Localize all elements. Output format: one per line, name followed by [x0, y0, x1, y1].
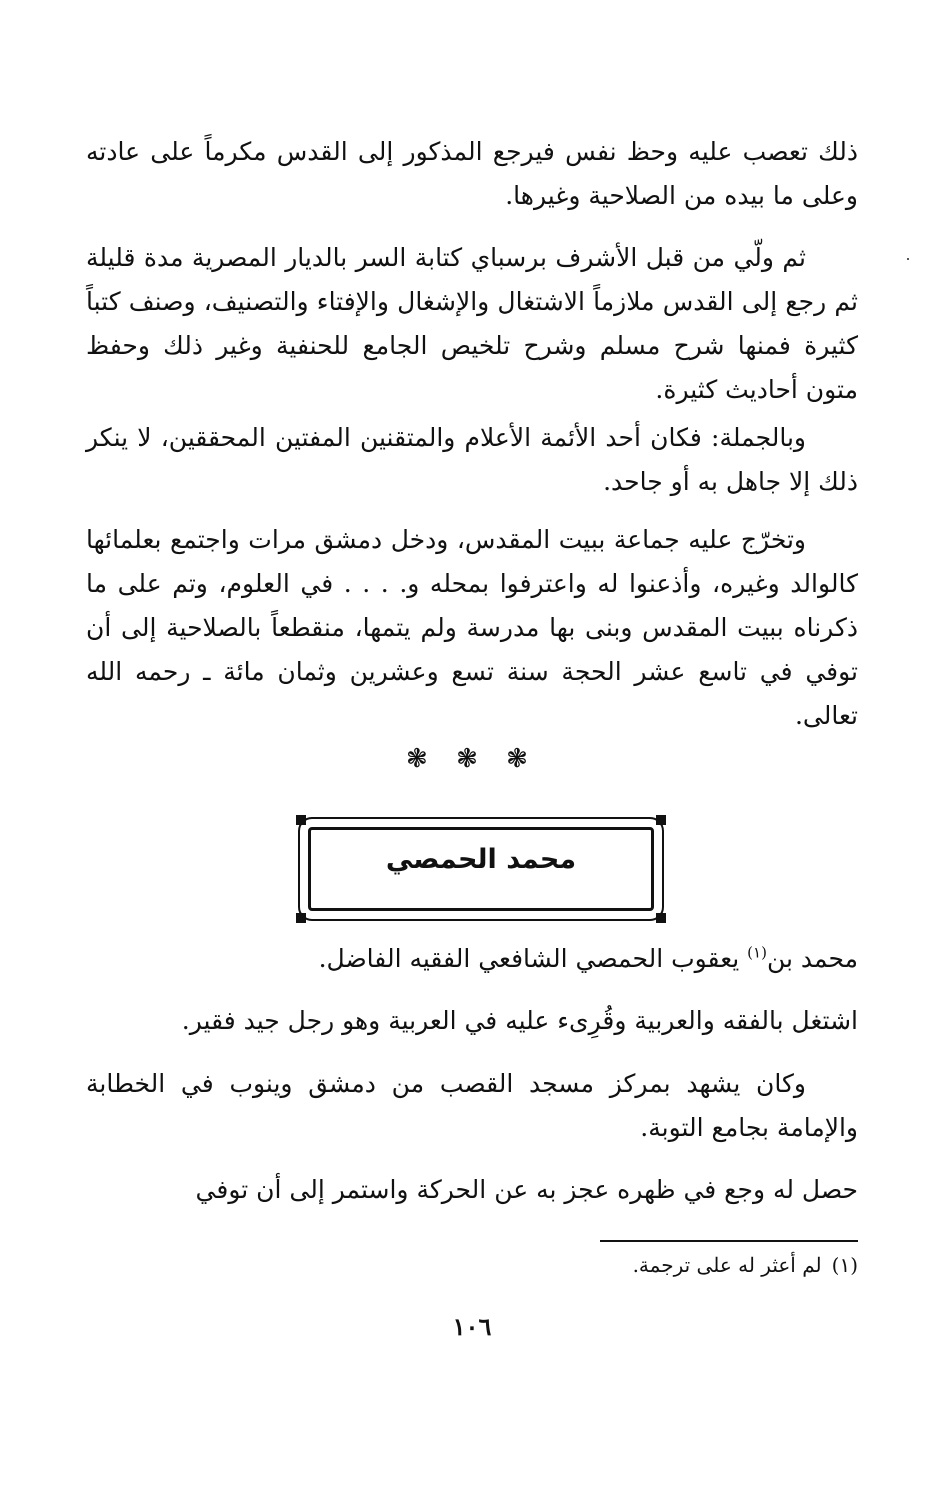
footnote	[633, 1250, 858, 1280]
paragraph-7-text: وكان يشهد بمركز مسجد القصب من دمشق وينوب في الخطابة والإمامة بجامع التوبة.	[86, 1069, 858, 1142]
paragraph-6	[86, 999, 858, 1043]
paragraph-1-text: ذلك تعصب عليه وحظ نفس فيرجع المذكور إلى القدس مكرماً على عادته وعلى ما بيده من الصلاحية وغيرها.	[86, 137, 858, 210]
section-divider-ornament: ❃ ❃ ❃	[406, 744, 538, 774]
paragraph-7	[86, 1062, 858, 1150]
paragraph-3-text: وبالجملة: فكان أحد الأئمة الأعلام والمتقنين المفتين المحققين، لا ينكر ذلك إلا جاهل به أو جاحد.	[86, 423, 858, 496]
footnote-text: لم أعثر له على ترجمة.	[632, 1253, 822, 1277]
paragraph-3	[86, 416, 858, 504]
frame-corner	[656, 815, 666, 825]
footnote-mark: (١)	[831, 1253, 858, 1277]
paragraph-8	[86, 1168, 858, 1212]
paragraph-2-text: ثم ولّي من قبل الأشرف برسباي كتابة السر بالديار المصرية مدة قليلة ثم رجع إلى القدس ملازماً الاشتغال والإشغال والإفتاء والتصنيف، وصنف كتباً كثيرة فمنها شرح مسلم وشرح تلخيص الجامع للحنفية وغير ذلك وحفظ متون أحاديث كثيرة.	[86, 243, 858, 404]
frame-corner	[296, 913, 306, 923]
frame-corner	[656, 913, 666, 923]
paragraph-5-text-start: محمد بن	[766, 944, 858, 973]
paragraph-5	[86, 937, 858, 981]
paragraph-8-text: حصل له وجع في ظهره عجز به عن الحركة واستمر إلى أن توفي	[195, 1175, 858, 1204]
section-title-frame	[298, 817, 664, 921]
scan-speck	[907, 258, 909, 260]
paragraph-4	[86, 518, 858, 738]
section-title: محمد الحمصي	[385, 844, 577, 875]
frame-corner	[296, 815, 306, 825]
paragraph-4-text: وتخرّج عليه جماعة ببيت المقدس، ودخل دمشق مرات واجتمع بعلمائها كالوالد وغيره، وأذعنوا له واعترفوا بمحله و. . . . في العلوم، وتم على ما ذكرناه ببيت المقدس وبنى بها مدرسة ولم يتمها، منقطعاً بالصلاحية إلى أن توفي في تاسع عشر الحجة سنة تسع وعشرين وثمان مائة ـ رحمه الله تعالى.	[86, 525, 858, 730]
paragraph-6-text: اشتغل بالفقه والعربية وقُرِىء عليه في العربية وهو رجل جيد فقير.	[181, 1006, 858, 1035]
paragraph-2	[86, 236, 858, 412]
paragraph-5-text-end: يعقوب الحمصي الشافعي الفقيه الفاضل.	[318, 944, 748, 973]
footnote-reference[interactable]: (١)	[747, 943, 767, 962]
footnote-separator	[600, 1240, 858, 1242]
paragraph-1	[86, 130, 858, 218]
page-number: ١٠٦	[452, 1312, 492, 1341]
